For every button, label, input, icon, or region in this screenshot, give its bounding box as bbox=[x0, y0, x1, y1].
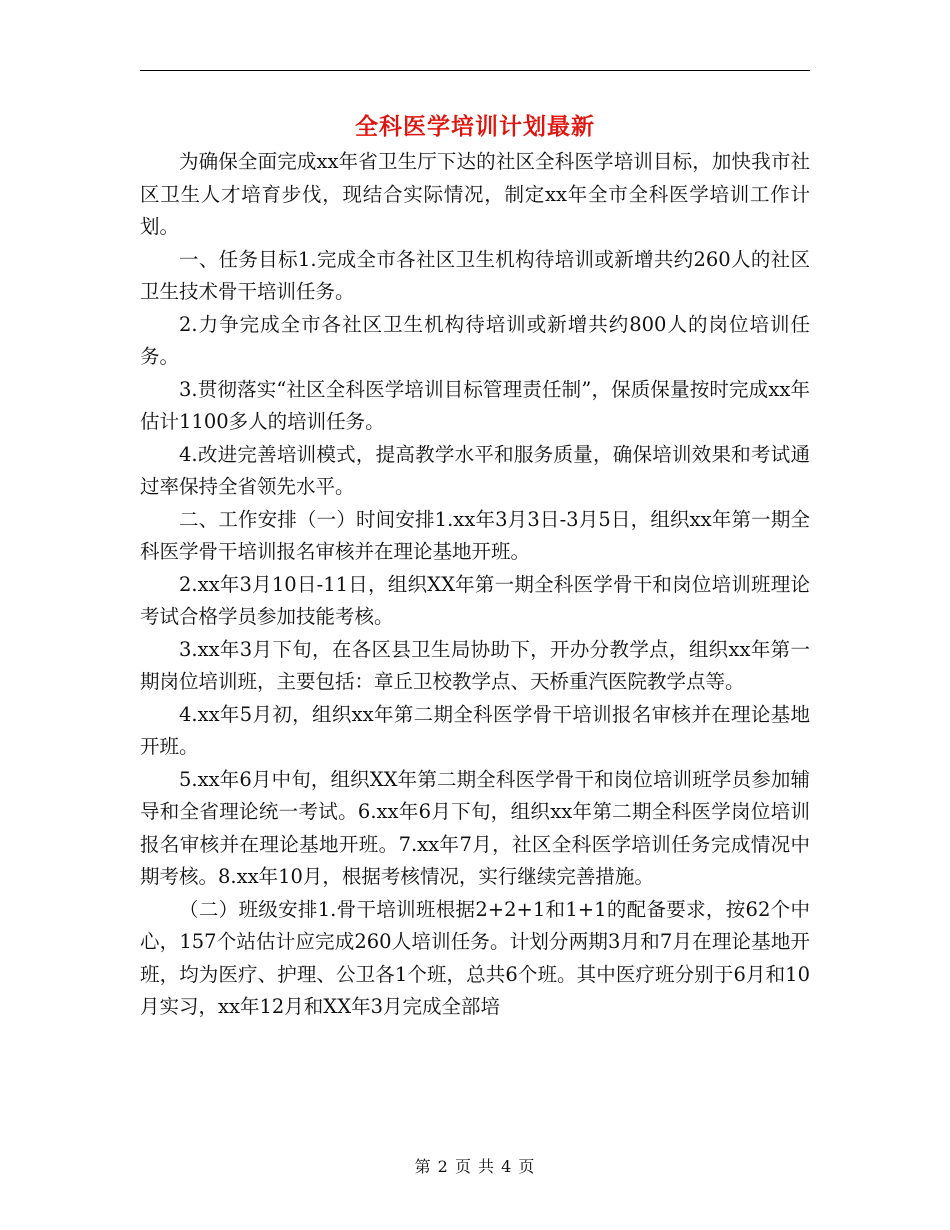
paragraph: 5.xx年6月中旬，组织XX年第二期全科医学骨干和岗位培训班学员参加辅导和全省理论统一考试。6.xx年6月下旬，组织xx年第二期全科医学岗位培训报名审核并在理论基地开班。7.xx年7月，社区全科医学培训任务完成情况中期考核。8.xx年10月，根据考核情况，实行继续完善措施。 bbox=[140, 767, 810, 888]
page-number-footer: 第 2 页 共 4 页 bbox=[414, 1157, 536, 1176]
paragraph: 一、任务目标1.完成全市各社区卫生机构待培训或新增共约260人的社区卫生技术骨干培训任务。 bbox=[140, 247, 810, 303]
paragraph: 4.xx年5月初，组织xx年第二期全科医学骨干培训报名审核并在理论基地开班。 bbox=[140, 702, 810, 758]
paragraph: （二）班级安排1.骨干培训班根据2+2+1和1+1的配备要求，按62个中心，157个站估计应完成260人培训任务。计划分两期3月和7月在理论基地开班，均为医疗、护理、公卫各1个班，总共6个班。其中医疗班分别于6月和10月实习，xx年12月和XX年3月完成全部培 bbox=[140, 897, 810, 1018]
header-rule bbox=[140, 70, 810, 71]
paragraph: 4.改进完善培训模式，提高教学水平和服务质量，确保培训效果和考试通过率保持全省领先水平。 bbox=[140, 442, 810, 498]
paragraph: 二、工作安排（一）时间安排1.xx年3月3日-3月5日，组织xx年第一期全科医学骨干培训报名审核并在理论基地开班。 bbox=[140, 507, 810, 563]
document-body bbox=[140, 146, 810, 1024]
paragraph: 2.力争完成全市各社区卫生机构待培训或新增共约800人的岗位培训任务。 bbox=[140, 312, 810, 368]
document-title: 全科医学培训计划最新 bbox=[355, 113, 595, 140]
paragraph: 2.xx年3月10日-11日，组织XX年第一期全科医学骨干和岗位培训班理论考试合格学员参加技能考核。 bbox=[140, 572, 810, 628]
paragraph: 为确保全面完成xx年省卫生厅下达的社区全科医学培训目标，加快我市社区卫生人才培育步伐，现结合实际情况，制定xx年全市全科医学培训工作计划。 bbox=[140, 150, 810, 238]
paragraph: 3.xx年3月下旬，在各区县卫生局协助下，开办分教学点，组织xx年第一期岗位培训班，主要包括：章丘卫校教学点、天桥重汽医院教学点等。 bbox=[140, 637, 810, 693]
paragraph: 3.贯彻落实“社区全科医学培训目标管理责任制”，保质保量按时完成xx年估计1100多人的培训任务。 bbox=[140, 377, 810, 433]
